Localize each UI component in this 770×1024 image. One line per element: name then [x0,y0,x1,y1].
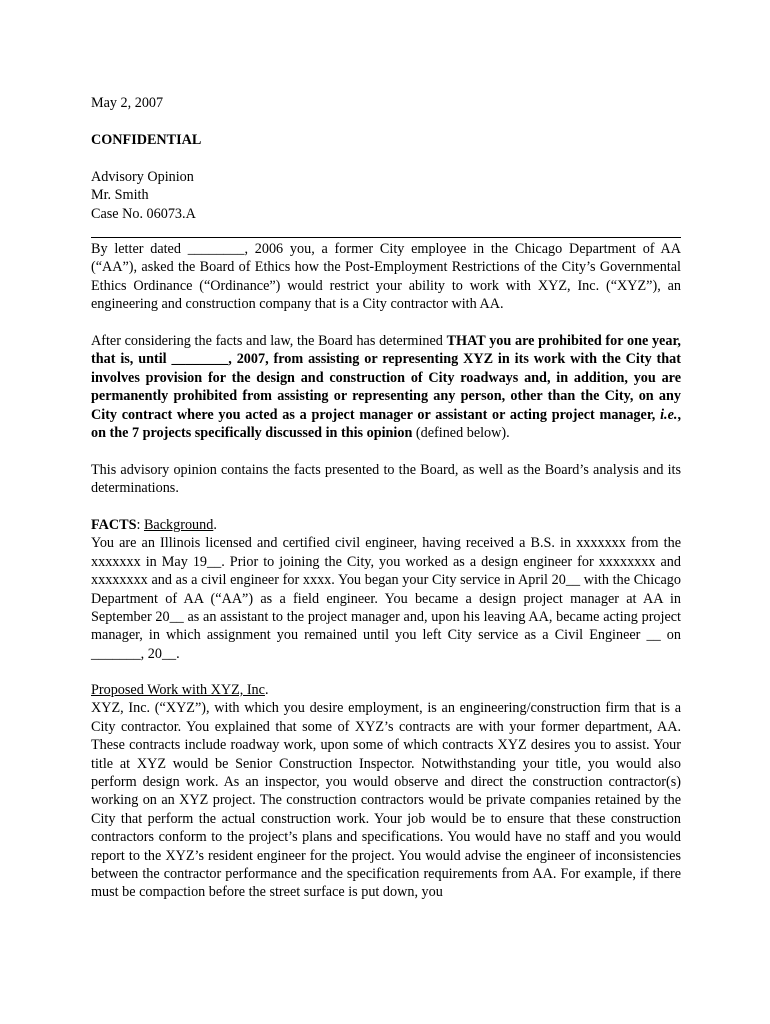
summary-paragraph: This advisory opinion contains the facts presented to the Board, as well as the Board’s analysis and its determinations. [91,462,681,497]
intro-paragraph: By letter dated ________, 2006 you, a former City employee in the Chicago Department of AA (“AA”), asked the Board of Ethics how the Post-Employment Restrictions of the City’s Governmental Ethics Ordinance (“Ordinance”) would restrict your ability to work with XYZ, Inc. (“XYZ”), an engineering and construction company that is a City contractor with AA. [91,241,681,313]
proposed-heading-end: . [264,682,269,698]
date-text: May 2, 2007 [91,95,164,111]
determination-projects: , on the 7 projects specifically discussed in this opinion [91,406,681,442]
confidential-text: CONFIDENTIAL [91,132,202,148]
facts-paragraph: You are an Illinois licensed and certified civil engineer, having received a B.S. in xxxxxxx from the xxxxxxx in May 19__. Prior to joining the City, you worked as a design engineer for xxxxxxxx and xxxxxxxx and as a civil engineer for xxxx. You began your City service in April 20__ with the Chicago Department of AA (“AA”) as a field engineer. You became a design project manager at AA in September 20__ as an assistant to the project manager and, upon his leaving AA, became acting project manager, in which assignment you remained until you left City service as a Civil Engineer __ on _______, 20__. [91,535,681,662]
determination-paragraph [91,332,681,442]
facts-heading-end: . [213,517,217,533]
proposed-work-section [91,681,681,902]
proposed-paragraph: XYZ, Inc. (“XYZ”), with which you desire employment, is an engineering/construction firm that is a City contractor. You explained that some of XYZ’s contracts are with your former department, AA. These contracts include roadway work, upon some of which contracts XYZ desires you to assist. Your title at XYZ would be Senior Construction Inspector. Notwithstanding your title, you would also perform design work. As an inspector, you would observe and direct the construction contractor(s) working on an XYZ project. The construction contractors would be private companies retained by the City that perform the actual construction work. Your job would be to ensure that these construction contractors conform to the project’s plans and specifications. You would have no staff and you would report to the XYZ’s resident engineer for the project. You would advise the engineer of inconsistencies between the contractor performance and the specification requirements from AA. For example, if there must be compaction before the street surface is put down, you [91,700,681,901]
proposed-heading-text: Proposed Work with XYZ, Inc [91,682,265,698]
facts-section [91,516,681,663]
proposed-heading [91,681,681,699]
facts-heading-separator: : [136,517,144,533]
determination-holding: THAT you are prohibited for one year, that is, until ________, 2007, from assisting or representing XYZ in its work with the City that involves provision for the design and construction of City roadways and, in addition, you are permanently prohibited from assisting or representing any person, other than the City, on any City contract where you acted as a project manager or assistant or acting project manager, [91,333,681,423]
determination-tail: (defined below). [412,425,510,442]
determination-lead: After considering the facts and law, the Board has determined [91,333,447,349]
determination-ie: i.e. [660,406,678,423]
letter-date [91,94,681,112]
facts-heading-label: FACTS [91,517,137,533]
case-number: Case No. 06073.A [91,205,196,222]
recipient-name: Mr. Smith [91,187,149,204]
addressee-block [91,168,681,223]
facts-heading [91,516,681,534]
facts-heading-sub: Background [143,517,214,533]
header-divider [91,237,681,238]
doc-type: Advisory Opinion [91,169,194,185]
confidential-label [91,131,681,149]
